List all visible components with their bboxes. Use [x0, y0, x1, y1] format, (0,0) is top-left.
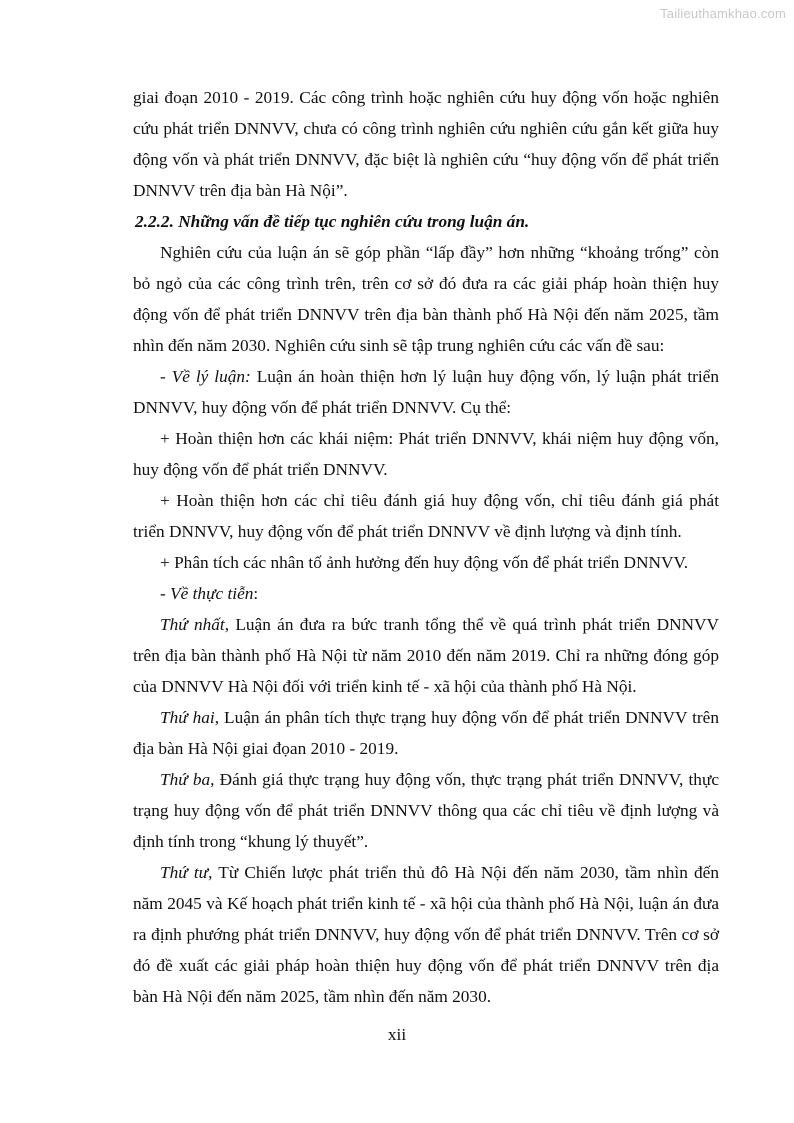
paragraph-third [133, 764, 719, 857]
paragraph-practice-heading [133, 578, 719, 609]
page-number: xii [387, 1025, 407, 1044]
paragraph-theory [133, 361, 719, 423]
practice-colon: : [253, 584, 259, 603]
first-text: , Luận án đưa ra bức tranh tổng thể về quá trình phát triển DNNVV trên địa bàn thành phố Hà Nội từ năm 2010 đến năm 2019. Chỉ ra những đóng góp của DNNVV Hà Nội đối với triển kinh tế - xã hội của thành phố Hà Nội. [133, 615, 719, 696]
second-text: , Luận án phân tích thực trạng huy động vốn để phát triển DNNVV trên địa bàn Hà Nội giai đọan 2010 - 2019. [133, 708, 719, 758]
paragraph-intro: giai đoạn 2010 - 2019. Các công trình hoặc nghiên cứu huy động vốn hoặc nghiên cứu phát triển DNNVV, chưa có công trình nghiên cứu nghiên cứu gắn kết giữa huy động vốn và phát triển DNNVV, đặc biệt là nghiên cứu “huy động vốn để phát triển DNNVV trên địa bàn Hà Nội”. [133, 88, 719, 200]
third-label: Thứ ba, [160, 770, 215, 789]
list-item-indicators: + Hoàn thiện hơn các chỉ tiêu đánh giá huy động vốn, chỉ tiêu đánh giá phát triển DNNVV, huy động vốn để phát triển DNNVV về định lượng và định tính. [133, 491, 719, 541]
section-heading: 2.2.2. Những vấn đề tiếp tục nghiên cứu trong luận án. [135, 212, 530, 231]
fourth-label: Thứ tư [160, 863, 209, 882]
list-item-factors: + Phân tích các nhân tố ảnh hưởng đến huy động vốn để phát triển DNNVV. [160, 553, 689, 572]
practice-label: - Về thực tiễn [160, 584, 254, 603]
paragraph-overview: Nghiên cứu của luận án sẽ góp phần “lấp đầy” hơn những “khoảng trống” còn bỏ ngỏ của các công trình trên, trên cơ sở đó đưa ra các giải pháp hoàn thiện huy động vốn để phát triển DNNVV trên địa bàn thành phố Hà Nội đến năm 2025, tầm nhìn đến năm 2030. Nghiên cứu sinh sẽ tập trung nghiên cứu các vấn đề sau: [133, 243, 719, 355]
paragraph-fourth [133, 857, 719, 1012]
first-label: Thứ nhất [160, 615, 225, 634]
third-text: Đánh giá thực trạng huy động vốn, thực trạng phát triển DNNVV, thực trạng huy động vốn để phát triển DNNVV thông qua các chỉ tiêu về định lượng và định tính trong “khung lý thuyết”. [133, 770, 719, 851]
theory-label: - Về lý luận: [160, 367, 251, 386]
watermark: Tailieuthamkhao.com [660, 6, 786, 21]
theory-text: Luận án hoàn thiện hơn lý luận huy động vốn, lý luận phát triển DNNVV, huy động vốn để phát triển DNNVV. Cụ thể: [133, 367, 719, 417]
list-item-concepts: + Hoàn thiện hơn các khái niệm: Phát triển DNNVV, khái niệm huy động vốn, huy động vốn để phát triển DNNVV. [133, 429, 719, 479]
second-label: Thứ hai [160, 708, 215, 727]
paragraph-first [133, 609, 719, 702]
document-page [133, 82, 719, 1012]
fourth-text: , Từ Chiến lược phát triển thủ đô Hà Nội đến năm 2030, tầm nhìn đến năm 2045 và Kế hoạch phát triển kinh tế - xã hội của thành phố Hà Nội, luận án đưa ra định phướng phát triển DNNVV, huy động vốn để phát triển DNNVV. Trên cơ sở đó đề xuất các giải pháp hoàn thiện huy động vốn để phát triển DNNVV trên địa bàn Hà Nội đến năm 2025, tầm nhìn đến năm 2030. [133, 863, 719, 1006]
paragraph-second [133, 702, 719, 764]
